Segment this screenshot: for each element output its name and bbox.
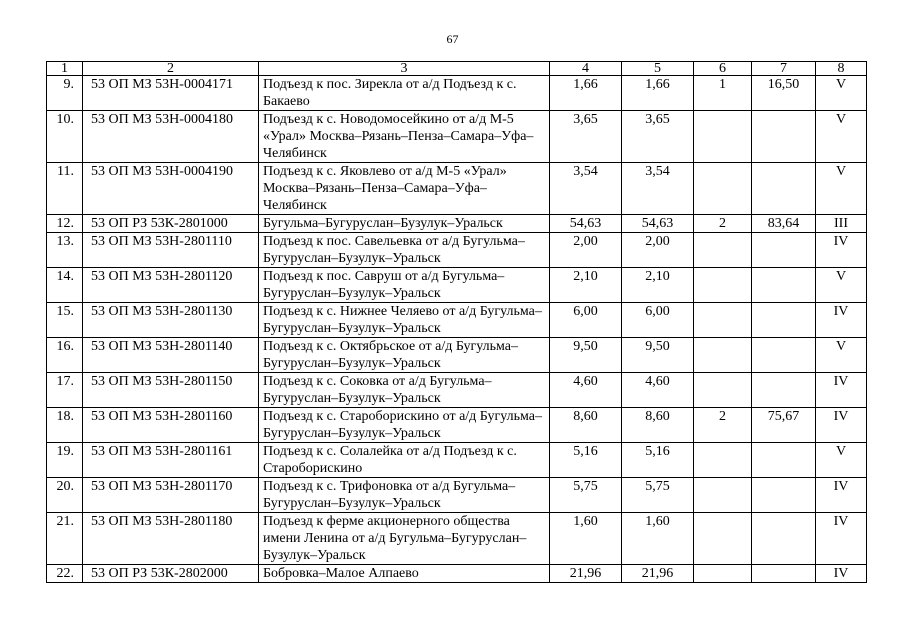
column-header: 4 bbox=[550, 62, 622, 76]
column-7-cell: 83,64 bbox=[752, 215, 816, 233]
row-number-cell: 9. bbox=[47, 76, 83, 111]
column-6-cell bbox=[694, 565, 752, 583]
column-header: 1 bbox=[47, 62, 83, 76]
column-7-cell bbox=[752, 233, 816, 268]
column-header: 3 bbox=[259, 62, 550, 76]
column-7-cell bbox=[752, 565, 816, 583]
row-number-cell: 20. bbox=[47, 478, 83, 513]
table-row bbox=[47, 408, 867, 443]
road-code-cell: 53 ОП МЗ 53Н-2801130 bbox=[83, 303, 259, 338]
table-row bbox=[47, 268, 867, 303]
column-header: 8 bbox=[816, 62, 867, 76]
column-4-cell: 2,10 bbox=[550, 268, 622, 303]
column-5-cell: 3,54 bbox=[622, 163, 694, 215]
column-5-cell: 2,00 bbox=[622, 233, 694, 268]
column-5-cell: 5,16 bbox=[622, 443, 694, 478]
road-category-cell: IV bbox=[816, 565, 867, 583]
column-4-cell: 1,60 bbox=[550, 513, 622, 565]
column-6-cell bbox=[694, 111, 752, 163]
column-6-cell bbox=[694, 373, 752, 408]
table-row bbox=[47, 338, 867, 373]
column-6-cell bbox=[694, 443, 752, 478]
road-code-cell: 53 ОП РЗ 53К-2801000 bbox=[83, 215, 259, 233]
road-category-cell: IV bbox=[816, 408, 867, 443]
column-6-cell bbox=[694, 303, 752, 338]
column-5-cell: 21,96 bbox=[622, 565, 694, 583]
table-header-row bbox=[47, 62, 867, 76]
column-header: 7 bbox=[752, 62, 816, 76]
column-7-cell: 75,67 bbox=[752, 408, 816, 443]
column-7-cell bbox=[752, 338, 816, 373]
column-6-cell: 2 bbox=[694, 215, 752, 233]
column-5-cell: 54,63 bbox=[622, 215, 694, 233]
table-row bbox=[47, 478, 867, 513]
road-category-cell: IV bbox=[816, 478, 867, 513]
road-name-cell: Подъезд к с. Соковка от а/д Бугульма–Бугуруслан–Бузулук–Уральск bbox=[259, 373, 550, 408]
road-category-cell: IV bbox=[816, 373, 867, 408]
row-number-cell: 13. bbox=[47, 233, 83, 268]
road-name-cell: Бугульма–Бугуруслан–Бузулук–Уральск bbox=[259, 215, 550, 233]
column-7-cell bbox=[752, 373, 816, 408]
road-category-cell: V bbox=[816, 443, 867, 478]
road-category-cell: V bbox=[816, 76, 867, 111]
road-code-cell: 53 ОП МЗ 53Н-0004180 bbox=[83, 111, 259, 163]
table-row bbox=[47, 233, 867, 268]
road-code-cell: 53 ОП РЗ 53К-2802000 bbox=[83, 565, 259, 583]
column-6-cell bbox=[694, 268, 752, 303]
road-code-cell: 53 ОП МЗ 53Н-2801180 bbox=[83, 513, 259, 565]
road-code-cell: 53 ОП МЗ 53Н-2801150 bbox=[83, 373, 259, 408]
table-row bbox=[47, 443, 867, 478]
column-7-cell bbox=[752, 268, 816, 303]
row-number-cell: 15. bbox=[47, 303, 83, 338]
row-number-cell: 22. bbox=[47, 565, 83, 583]
column-4-cell: 2,00 bbox=[550, 233, 622, 268]
road-name-cell: Подъезд к с. Новодомосейкино от а/д М-5 «Урал» Москва–Рязань–Пенза–Самара–Уфа–Челябинск bbox=[259, 111, 550, 163]
row-number-cell: 17. bbox=[47, 373, 83, 408]
column-5-cell: 9,50 bbox=[622, 338, 694, 373]
column-4-cell: 21,96 bbox=[550, 565, 622, 583]
row-number-cell: 19. bbox=[47, 443, 83, 478]
column-header: 2 bbox=[83, 62, 259, 76]
column-5-cell: 1,60 bbox=[622, 513, 694, 565]
column-4-cell: 3,54 bbox=[550, 163, 622, 215]
column-4-cell: 6,00 bbox=[550, 303, 622, 338]
road-name-cell: Подъезд к ферме акционерного общества имени Ленина от а/д Бугульма–Бугуруслан–Бузулук–Уральск bbox=[259, 513, 550, 565]
column-6-cell bbox=[694, 513, 752, 565]
column-7-cell bbox=[752, 111, 816, 163]
column-7-cell bbox=[752, 513, 816, 565]
column-4-cell: 54,63 bbox=[550, 215, 622, 233]
road-code-cell: 53 ОП МЗ 53Н-0004171 bbox=[83, 76, 259, 111]
road-category-cell: IV bbox=[816, 303, 867, 338]
column-6-cell bbox=[694, 233, 752, 268]
road-category-cell: V bbox=[816, 163, 867, 215]
road-name-cell: Подъезд к пос. Зирекла от а/д Подъезд к с. Бакаево bbox=[259, 76, 550, 111]
row-number-cell: 14. bbox=[47, 268, 83, 303]
column-5-cell: 1,66 bbox=[622, 76, 694, 111]
road-category-cell: V bbox=[816, 111, 867, 163]
row-number-cell: 10. bbox=[47, 111, 83, 163]
column-6-cell bbox=[694, 338, 752, 373]
road-name-cell: Подъезд к с. Нижнее Челяево от а/д Бугульма–Бугуруслан–Бузулук–Уральск bbox=[259, 303, 550, 338]
table-row bbox=[47, 373, 867, 408]
column-6-cell bbox=[694, 163, 752, 215]
table-row bbox=[47, 303, 867, 338]
road-name-cell: Бобровка–Малое Алпаево bbox=[259, 565, 550, 583]
road-category-cell: IV bbox=[816, 513, 867, 565]
road-code-cell: 53 ОП МЗ 53Н-2801160 bbox=[83, 408, 259, 443]
column-6-cell: 2 bbox=[694, 408, 752, 443]
table-row bbox=[47, 513, 867, 565]
column-4-cell: 9,50 bbox=[550, 338, 622, 373]
road-code-cell: 53 ОП МЗ 53Н-0004190 bbox=[83, 163, 259, 215]
roads-table bbox=[46, 61, 867, 583]
row-number-cell: 12. bbox=[47, 215, 83, 233]
road-code-cell: 53 ОП МЗ 53Н-2801120 bbox=[83, 268, 259, 303]
column-5-cell: 8,60 bbox=[622, 408, 694, 443]
column-6-cell bbox=[694, 478, 752, 513]
column-7-cell bbox=[752, 443, 816, 478]
column-7-cell: 16,50 bbox=[752, 76, 816, 111]
column-4-cell: 4,60 bbox=[550, 373, 622, 408]
column-5-cell: 2,10 bbox=[622, 268, 694, 303]
road-code-cell: 53 ОП МЗ 53Н-2801110 bbox=[83, 233, 259, 268]
column-header: 5 bbox=[622, 62, 694, 76]
road-name-cell: Подъезд к с. Яковлево от а/д М-5 «Урал» Москва–Рязань–Пенза–Самара–Уфа–Челябинск bbox=[259, 163, 550, 215]
road-name-cell: Подъезд к пос. Савруш от а/д Бугульма–Бугуруслан–Бузулук–Уральск bbox=[259, 268, 550, 303]
page-number: 67 bbox=[446, 32, 459, 46]
row-number-cell: 16. bbox=[47, 338, 83, 373]
row-number-cell: 18. bbox=[47, 408, 83, 443]
column-4-cell: 5,75 bbox=[550, 478, 622, 513]
table-row bbox=[47, 215, 867, 233]
column-5-cell: 5,75 bbox=[622, 478, 694, 513]
column-4-cell: 8,60 bbox=[550, 408, 622, 443]
road-code-cell: 53 ОП МЗ 53Н-2801140 bbox=[83, 338, 259, 373]
road-name-cell: Подъезд к с. Староборискино от а/д Бугульма–Бугуруслан–Бузулук–Уральск bbox=[259, 408, 550, 443]
road-code-cell: 53 ОП МЗ 53Н-2801170 bbox=[83, 478, 259, 513]
road-name-cell: Подъезд к с. Трифоновка от а/д Бугульма–Бугуруслан–Бузулук–Уральск bbox=[259, 478, 550, 513]
column-4-cell: 3,65 bbox=[550, 111, 622, 163]
row-number-cell: 21. bbox=[47, 513, 83, 565]
road-category-cell: III bbox=[816, 215, 867, 233]
road-name-cell: Подъезд к пос. Савельевка от а/д Бугульма–Бугуруслан–Бузулук–Уральск bbox=[259, 233, 550, 268]
table-row bbox=[47, 111, 867, 163]
road-category-cell: IV bbox=[816, 233, 867, 268]
column-6-cell: 1 bbox=[694, 76, 752, 111]
road-name-cell: Подъезд к с. Октябрьское от а/д Бугульма–Бугуруслан–Бузулук–Уральск bbox=[259, 338, 550, 373]
row-number-cell: 11. bbox=[47, 163, 83, 215]
column-5-cell: 4,60 bbox=[622, 373, 694, 408]
table-row bbox=[47, 76, 867, 111]
road-category-cell: V bbox=[816, 338, 867, 373]
column-4-cell: 1,66 bbox=[550, 76, 622, 111]
road-name-cell: Подъезд к с. Солалейка от а/д Подъезд к с. Староборискино bbox=[259, 443, 550, 478]
table-row bbox=[47, 163, 867, 215]
column-header: 6 bbox=[694, 62, 752, 76]
road-category-cell: V bbox=[816, 268, 867, 303]
column-4-cell: 5,16 bbox=[550, 443, 622, 478]
column-7-cell bbox=[752, 163, 816, 215]
table-row bbox=[47, 565, 867, 583]
column-5-cell: 3,65 bbox=[622, 111, 694, 163]
column-5-cell: 6,00 bbox=[622, 303, 694, 338]
column-7-cell bbox=[752, 478, 816, 513]
road-code-cell: 53 ОП МЗ 53Н-2801161 bbox=[83, 443, 259, 478]
column-7-cell bbox=[752, 303, 816, 338]
